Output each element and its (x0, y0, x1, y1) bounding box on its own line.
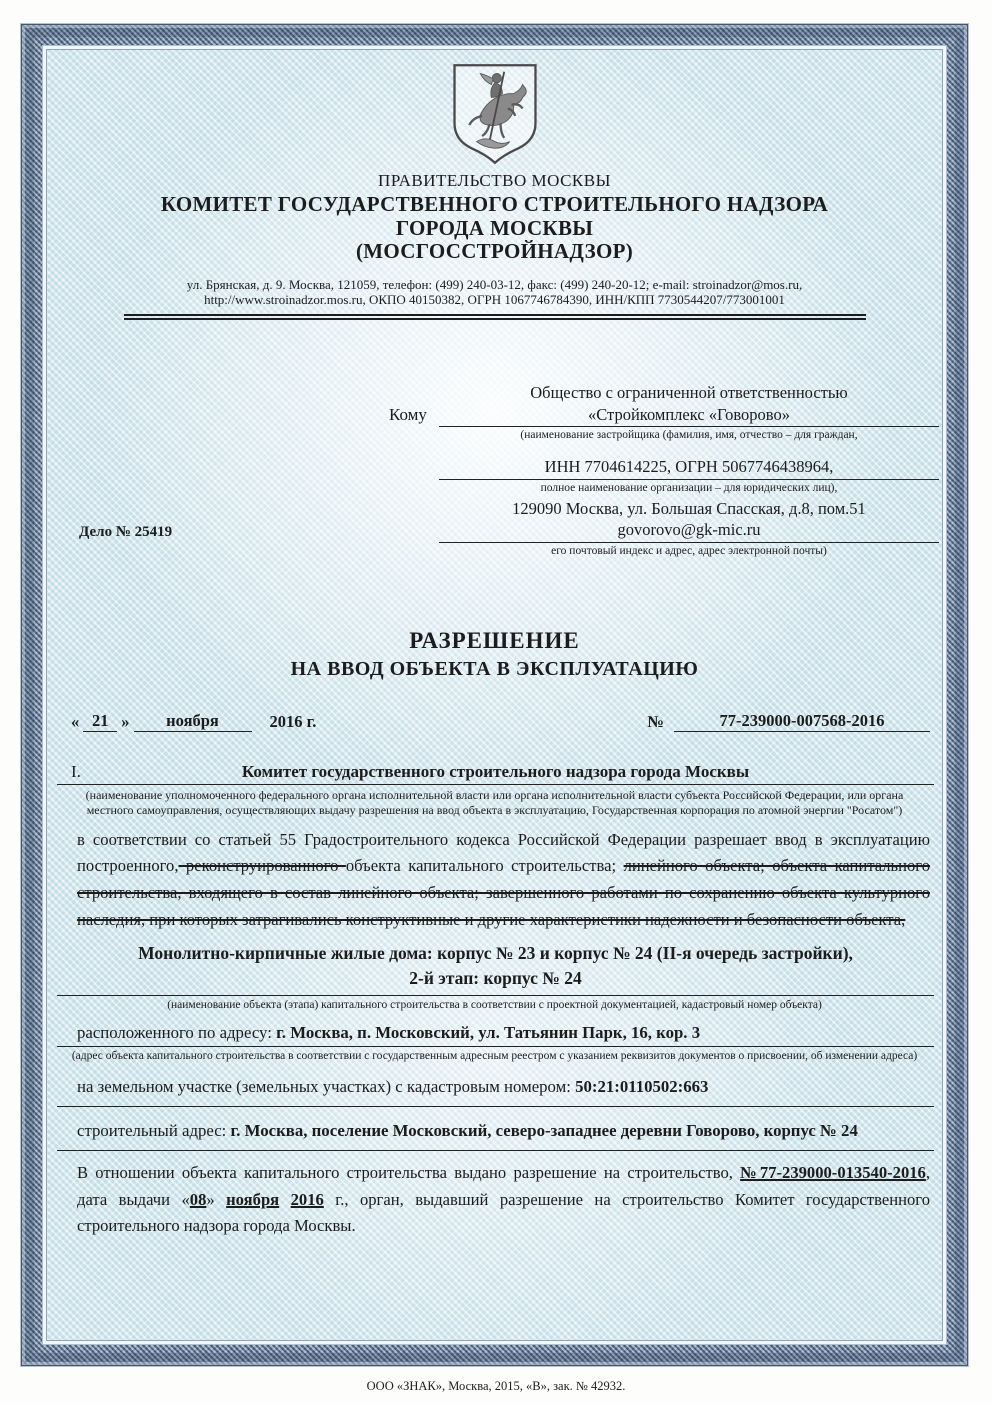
body-text-normal-1: в соответствии со статьей 55 Градостроительного кодекса Российской Федерации разрешает ввод в эксплуатацию построенного, (77, 829, 930, 876)
government-line: ПРАВИТЕЛЬСТВО МОСКВЫ (378, 171, 611, 190)
contacts-line2: http://www.stroinadzor.mos.ru, ОКПО 40150382, ОГРН 1067746784390, ИНН/КПП 7730544207/773001001 (204, 292, 785, 308)
document-title-line1: РАЗРЕШЕНИЕ (409, 627, 580, 653)
recipient-name-line1: Общество с ограниченной ответственностью (530, 382, 848, 402)
guilloche-border-frame (21, 24, 968, 1366)
building-permit-number: №77-239000-013540-2016 (740, 1162, 926, 1182)
committee-name-line1: КОМИТЕТ ГОСУДАРСТВЕННОГО СТРОИТЕЛЬНОГО НАДЗОРА (160, 192, 829, 216)
construction-address-field (57, 1112, 934, 1151)
recipient-label: Кому (389, 404, 427, 424)
recipient-inn-ogrn: ИНН 7704614225, ОГРН 5067746438964, (544, 457, 834, 477)
contacts-block (47, 277, 942, 308)
object-location-field (57, 1023, 934, 1047)
recipient-name-field (439, 382, 939, 428)
location-caption: (адрес объекта капитального строительства в соответствии с государственным адресным реестром с указанием реквизитов документов о присвоении, об изменении адреса) (71, 1050, 918, 1063)
section1-body-paragraph (77, 827, 930, 933)
land-label: на земельном участке (земельных участках) с кадастровым номером: (77, 1076, 576, 1096)
cadastral-number: 50:21:0110502:663 (575, 1076, 709, 1096)
section1-index: I. (71, 761, 81, 781)
land-parcel-field (57, 1077, 934, 1107)
construction-address-value: г. Москва, поселение Московский, северо-западнее деревни Говорово, корпус № 24 (230, 1120, 858, 1140)
date-year: 2016 г. (269, 711, 317, 731)
body-text-struck-1: реконструированного (178, 856, 346, 876)
date-number-row (71, 711, 930, 732)
object-name-field (57, 941, 934, 996)
recipient-postal-line1: 129090 Москва, ул. Большая Спасская, д.8, пом.51 (512, 498, 866, 518)
permit-text-1: В отношении объекта капитального строительства выдано разрешение на строительство, (77, 1162, 741, 1182)
recipient-name-caption: (наименование застройщика (фамилия, имя, отчество – для граждан, (520, 429, 858, 442)
object-name-line2: 2-й этап: корпус № 24 (409, 968, 582, 989)
section1-authority: Комитет государственного строительного надзора города Москвы (241, 761, 750, 781)
date-month-field: ноября (134, 711, 252, 732)
recipient-inn-caption: полное наименование организации – для юридических лиц), (540, 481, 838, 494)
recipient-postal-field (439, 498, 939, 544)
object-name-line1: Монолитно-кирпичные жилые дома: корпус № 23 и корпус № 24 (II-я очередь застройки), (138, 943, 853, 964)
body-text-struck-2: линейного объекта; объекта капитального строительства, входящего в состав линейного объекта; завершенного работами по сохранению объекта культурного наследия, при которых затрагивались конструктивные и другие характеристики надежности и безопасности объекта, (77, 856, 930, 929)
document-body-area (46, 49, 943, 1341)
recipient-name-line2: «Стройкомплекс «Говорово» (588, 404, 790, 424)
permit-text-4 (279, 1190, 290, 1209)
number-label: № (647, 711, 664, 731)
recipient-postal-caption: его почтовый индекс и адрес, адрес электронной почты) (551, 545, 827, 558)
issue-date (71, 711, 316, 732)
print-shop-footer: ООО «ЗНАК», Москва, 2015, «В», зак. № 42932. (366, 1379, 626, 1393)
committee-name-line3: (МОСГОССТРОЙНАДЗОР) (355, 239, 634, 264)
permit-number (647, 711, 930, 732)
permit-text-3: » (206, 1189, 227, 1209)
construction-address-label: строительный адрес: (77, 1120, 231, 1140)
permit-text-5: г., орган, выдавший разрешение на строительство Комитет государственного строительного надзора города Москвы. (77, 1189, 930, 1236)
object-name-caption: (наименование объекта (этапа) капитального строительства в соответствии с проектной документацией, кадастровый номер объекта) (167, 998, 822, 1011)
recipient-section (47, 382, 942, 564)
building-permit-year: 2016 (290, 1189, 324, 1209)
date-close-quote: » (121, 711, 130, 731)
body-text-normal-2: объекта капитального строительства; (345, 856, 624, 876)
location-address: г. Москва, п. Московский, ул. Татьянин Парк, 16, кор. 3 (276, 1023, 701, 1043)
committee-name-line2: ГОРОДА МОСКВЫ (395, 215, 594, 240)
recipient-inn-field (439, 456, 939, 480)
date-day-field: 21 (83, 711, 117, 732)
section1-authority-line (57, 762, 934, 785)
permit-number-value: 77-239000-007568-2016 (674, 711, 930, 732)
location-label: расположенного по адресу: (77, 1023, 277, 1043)
moscow-coat-of-arms-icon (449, 62, 541, 166)
header-double-rule (124, 314, 866, 320)
section1-caption: (наименование уполномоченного федерального органа исполнительной власти или органа исполнительной власти субъекта Российской Федерации, или органа местного самоуправления, осуществляющих выдачу разрешения на ввод объекта в эксплуатацию, Государственная корпорация по атомной энергии "Росатом") (85, 787, 904, 818)
permit-text-2: , дата выдачи « (77, 1162, 930, 1209)
building-permit-paragraph (77, 1160, 930, 1241)
date-open-quote: « (71, 711, 80, 731)
recipient-fields (439, 382, 939, 559)
building-permit-month: ноября (226, 1189, 280, 1209)
building-permit-day: 08 (189, 1189, 207, 1209)
recipient-postal-line2: govorovo@gk-mic.ru (617, 520, 761, 540)
document-title-line2: НА ВВОД ОБЪЕКТА В ЭКСПЛУАТАЦИЮ (290, 657, 699, 680)
case-number: Дело № 25419 (79, 523, 173, 540)
contacts-line1: ул. Брянская, д. 9. Москва, 121059, телефон: (499) 240-03-12, факс: (499) 240-20-12; e-mail: stroinadzor@mos.ru, (186, 276, 803, 292)
